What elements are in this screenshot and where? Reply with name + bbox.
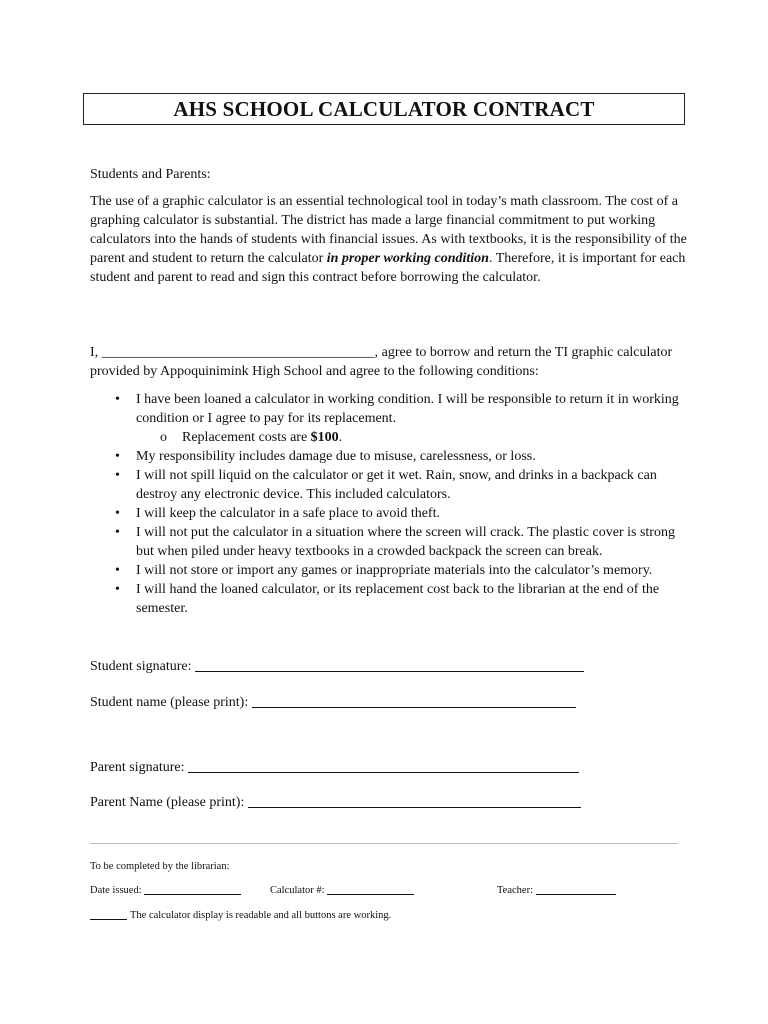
list-item [112,504,692,523]
bullet-icon: • [115,563,120,578]
intro-emphasis: in proper working condition [326,251,489,266]
condition-text: I will not store or import any games or inappropriate materials into the calculator’s memory. [136,563,653,578]
bullet-icon: • [115,525,120,540]
parent-name-label: Parent Name (please print): [90,795,248,810]
intro-text-after: . Therefore, it is important for each student and parent to read and sign this contract before borrowing the calculator. [90,251,686,285]
page-title: AHS SCHOOL CALCULATOR CONTRACT [173,97,595,121]
condition-text: I have been loaned a calculator in working condition. I will be responsible to return it in working condition or I agree to pay for its replacement. [136,392,679,426]
intro-paragraph [90,192,690,287]
list-item [112,390,692,447]
teacher-field[interactable] [536,884,616,895]
list-item [112,523,692,561]
section-divider [90,843,678,844]
display-check-text: The calculator display is readable and all buttons are working. [130,910,392,921]
teacher-row [497,884,616,897]
list-item [112,447,692,466]
student-signature-row [90,657,584,676]
title-box [83,93,685,125]
sub-bullet-icon: o [160,430,167,445]
bullet-icon: • [115,468,120,483]
date-issued-label: Date issued: [90,885,145,896]
student-name-row [90,693,576,712]
list-item [112,466,692,504]
calculator-number-label: Calculator #: [270,885,328,896]
bullet-icon: • [115,506,120,521]
display-check-row [90,909,391,922]
condition-text: I will not put the calculator in a situation where the screen will crack. The plastic cover is strong but when piled under heavy textbooks in a crowded backpack the screen can break. [136,525,675,559]
calculator-number-row [270,884,414,897]
student-name-field[interactable] [252,693,576,708]
student-signature-label: Student signature: [90,659,195,674]
bullet-icon: • [115,582,120,597]
parent-name-row [90,793,581,812]
calculator-number-field[interactable] [327,884,414,895]
student-name-label: Student name (please print): [90,695,252,710]
sub-list [136,428,692,447]
librarian-heading: To be completed by the librarian: [90,861,230,872]
replacement-end: . [338,430,343,445]
pledge-name-blank[interactable]: _______________________________________ [101,345,375,360]
teacher-label: Teacher: [497,885,536,896]
list-item [158,428,692,447]
display-check-field[interactable] [90,909,127,920]
list-item [112,561,692,580]
date-issued-row [90,884,241,897]
condition-text: I will not spill liquid on the calculator or get it wet. Rain, snow, and drinks in a backpack can destroy any electronic device. This included calculators. [136,468,657,502]
bullet-icon: • [115,449,120,464]
greeting: Students and Parents: [90,167,211,182]
pledge-paragraph [90,343,690,381]
condition-text: My responsibility includes damage due to misuse, carelessness, or loss. [136,449,536,464]
parent-signature-row [90,758,579,777]
parent-signature-label: Parent signature: [90,760,188,775]
parent-name-field[interactable] [248,793,581,808]
pledge-prefix: I, [90,345,102,360]
replacement-amount: $100 [310,430,339,445]
parent-signature-field[interactable] [188,758,579,773]
intro-text-before: The use of a graphic calculator is an essential technological tool in today’s math classroom. The cost of a graphing calculator is substantial. The district has made a large financial commitment to put working calculators into the hands of students with financial issues. As with textbooks, it is the responsibility of the parent and student to return the calculator [90,194,687,266]
date-issued-field[interactable] [144,884,241,895]
pledge-suffix: , agree to borrow and return the TI graphic calculator provided by Appoquinimink High School and agree to the following conditions: [90,345,673,379]
conditions-list [112,390,692,618]
condition-text: I will keep the calculator in a safe place to avoid theft. [136,506,440,521]
student-signature-field[interactable] [195,657,584,672]
list-item [112,580,692,618]
bullet-icon: • [115,392,120,407]
replacement-text: Replacement costs are [182,430,311,445]
condition-text: I will hand the loaned calculator, or its replacement cost back to the librarian at the end of the semester. [136,582,660,616]
